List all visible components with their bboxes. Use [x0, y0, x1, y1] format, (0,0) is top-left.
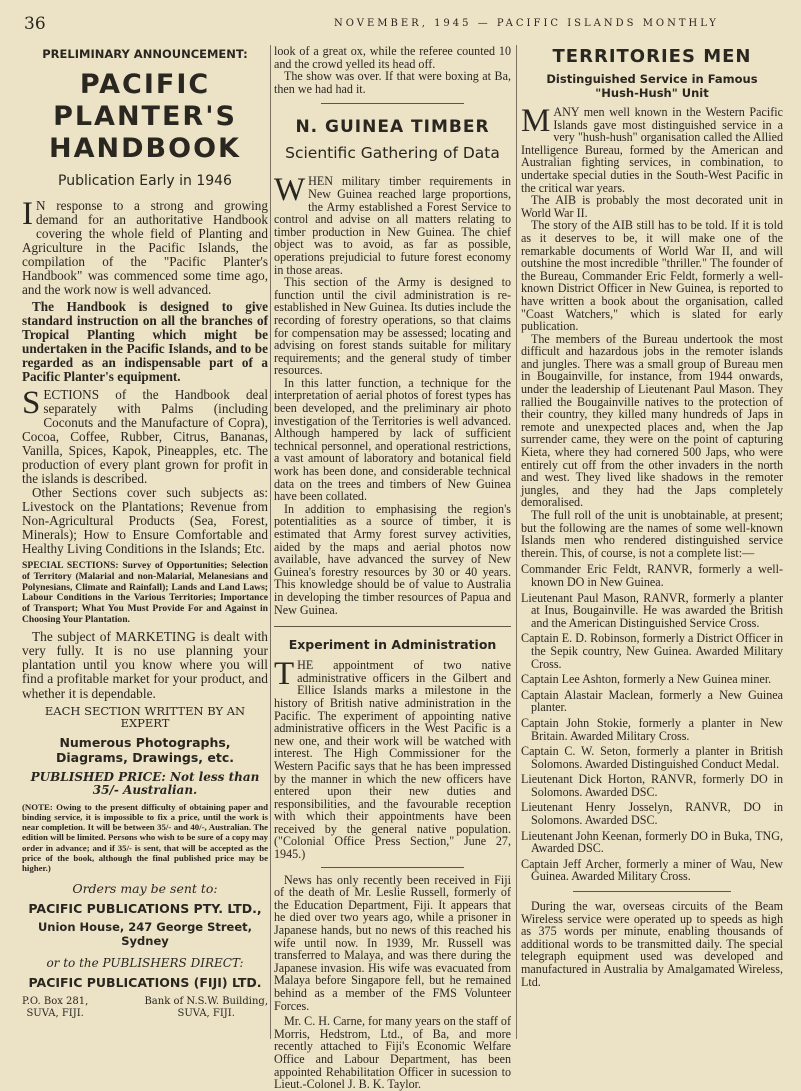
handbook-price-note: (NOTE: Owing to the present difficulty of obtaining paper and binding service, it is impossible to fix a price, until the work is near completion. It will be between 35/- and 40/-, Australian. The edition will be limited. Persons who wish to be sure of a copy may order in advance; and if 35/- is sent, that will be accepted as the price of the book, although the final published price may be higher.) [22, 801, 268, 874]
announcement-kicker: PRELIMINARY ANNOUNCEMENT: [42, 47, 248, 61]
territories-p3: The story of the AIB still has to be told. If it is told as it deserves to be, it will make one of the remarkable documents of World War II, and will outshine the most incredible "thriller." The founder of the Bureau, Commander Eric Feldt, formerly a well-known District Officer in New Guinea, is reported to have written a book about the organisation, called "Coast Watchers," which is slated for early publication. [521, 218, 783, 334]
list-item: Captain Jeff Archer, formerly a miner of Wau, New Guinea. Awarded Military Cross. [521, 856, 783, 884]
carne-item: Mr. C. H. Carne, for many years on the staff of Morris, Hedstrom, Ltd., of Ba, and more recently attached to Fiji's Economic Welfare Office and Labour Department, has been appointed Rehabilitation Officer in sucession to Lieut.-Colonel J. B. K. Taylor. [274, 1014, 511, 1091]
publisher-fiji-address: P.O. Box 281, SUVA, FIJI. Bank of N.S.W. Building, SUVA, FIJI. [22, 996, 268, 1020]
timber-p3: In this latter function, a technique for the interpretation of aerial photos of forest types has been developed, and the preliminary air photo investigation of the Territories is well advanced. Although hampered by lack of sufficient technical personnel, and operational restrictions, a vast amount of laboratory and botanical field work has been done, and considerable technical data on the trees and timbers of New Guinea have been collated. [274, 375, 511, 504]
list-item: Captain C. W. Seton, formerly a planter in British Solomons. Awarded Distinguished Conduct Medal. [521, 744, 783, 771]
boxing-ending: The show was over. If that were boxing at Ba, then we had had it. [274, 69, 511, 96]
timber-p1: WHEN military timber requirements in New Guinea reached large proportions, the Army established a Forest Service to control and advise on all matters relating to timber production in New Guinea. The chief object was to avoid, as far as possible, operations prejudicial to future forest economy in those areas. [274, 172, 511, 277]
territories-p5: The full roll of the unit is unobtainable, at present; but the following are the names of some well-known Islands men who rendered distinguished service therein. This, of course, is not a complete list:— [521, 508, 783, 560]
column-rule-1 [270, 45, 271, 1039]
handbook-special-sections: SPECIAL SECTIONS: Survey of Opportunities; Selection of Territory (Malarial and non-Malarial, Melanesians and Polynesians, Climate and Rainfall); Lands and Land Laws; Labour Conditions in the Various Territories; Importance of Transport; What You Must Provide For and Against in Choosing Your Plantation. [22, 560, 268, 625]
handbook-other-sections: Other Sections cover such subjects as: Livestock on the Plantations; Revenue from Non-Agricultural Products (Sea, Forest, Minerals); How to Ensure Comfortable and Healthy Living Conditions in the Islands; Etc. [22, 485, 268, 556]
russell-item: News has only recently been received in Fiji of the death of Mr. Leslie Russell, formerly of the Education Department, Fiji. It appears that he died over two years ago, while a prisoner in Japanese hands, but no news of this reached his wife until now. In 1939, Mr. Russell was transferred to Malaya, and was there during the Japanese invasion. His wife was evacuated from Malaya before Singapore fell, but he remained behind as a member of the FMS Volunteer Forces. [274, 872, 511, 1013]
list-item: Commander Eric Feldt, RANVR, formerly a well-known DO in New Guinea. [521, 562, 783, 589]
territories-p4: The members of the Bureau undertook the most difficult and hazardous jobs in the remoter islands and jungles. There was a small group of Bureau men in Bougainville, for instance, from 1944 onwards, under the leadership of Lieutenant Paul Mason. They rallied the Bougainville natives to the protection of their country, they killed many hundreds of Japs in remote and unexpected places and, when the Jap surrender came, they were on the point of capturing Kieta, where they had cornered 500 Japs, who were entirely cut off from the other invaders in the north and west. They lived like shadows in the remoter jungles, and they had the Japs completely demoralised. [521, 331, 783, 510]
column-rule-2 [516, 45, 517, 1039]
experiment-headline: Experiment in Administration [288, 637, 497, 653]
running-header [24, 14, 781, 36]
timber-p2: This section of the Army is designed to function until the civil administration is re-established in New Guinea. Its duties include the recording of forestry operations, so that claims for compensation may be assessed; locating and advising on forest stands suitable for military requirements; and the general study of timber resources. [274, 275, 511, 378]
handbook-price: PUBLISHED PRICE: Not less than 35/- Australian. [30, 769, 260, 798]
divider [274, 626, 511, 627]
handbook-subtitle: Publication Early in 1946 [58, 173, 232, 189]
beam-wireless-item: During the war, overseas circuits of the Beam Wireless service were operated up to speeds as high as 375 words per minute, enabling thousands of additional words to be transmitted daily. The special telegraph equipment used was developed and manufactured in Australia by Amalgamated Wireless, Ltd. [521, 899, 783, 989]
territories-subheadline-1: Distinguished Service in Famous [546, 72, 758, 86]
divider [573, 891, 730, 892]
territories-p1: MANY men well known in the Western Pacific Islands gave most distinguished service in a very "hush-hush" organisation called the Allied Intelligence Bureau, formed by the American and Australian fighting services, in combination, to undertake special duties in the South-West Pacific in the critical war years. [521, 103, 783, 195]
timber-subheadline: Scientific Gathering of Data [285, 144, 500, 163]
middle-column [274, 44, 511, 1091]
page-number: 36 [24, 14, 46, 34]
handbook-photos: Numerous Photographs, Diagrams, Drawings, etc. [55, 734, 234, 765]
handbook-intro: I N response to a strong and growing demand for an authoritative Handbook covering the whole field of Planting and Agriculture in the Pacific Islands, the compilation of the "Pacific Planter's Handbook" was commenced some time ago, and the work now is well advanced. [22, 196, 268, 297]
territories-subheadline-2: "Hush-Hush" Unit [595, 86, 709, 100]
boxing-continuation: look of a great ox, while the referee counted 10 and the crowd yelled its head off. [274, 44, 511, 71]
divider [321, 867, 463, 868]
list-item: Lieutenant John Keenan, formerly DO in Buka, TNG, Awarded DSC. [521, 828, 783, 856]
timber-p4: In addition to emphasising the region's potentialities as a source of timber, it is estimated that Army forest survey activities, aided by the maps and aerial photos now available, have advanced the survey of New Guinea's forestry resources by 30 or 40 years. This knowledge should be of value to Australia in developing the timber resources of Papua and New Guinea. [274, 501, 511, 617]
experiment-body: THE appointment of two native administrative officers in the Gilbert and Ellice Islands marks a milestone in the history of British native administration in the Pacific. The experiment of appointing native administrative officers in the West Pacific is a new one, and their work will be watched with interest. The High Commissioner for the Western Pacific says that he has been impressed by the manner in which the new officers have entered upon their new duties and responsibilities, and the favourable reception with which their appointments have been received by the general native population. ("Colonial Office Press Section," June 27, 1945.) [274, 656, 511, 862]
handbook-design: The Handbook is designed to give standard instruction on all the branches of Tropical Planting which might be undertaken in the Pacific Islands, and to be regarded as an indispensable part of a Pacific Planter's equipment. [22, 299, 268, 384]
publisher-sydney-address: Union House, 247 George Street, Sydney [37, 920, 253, 949]
list-item: Lieutenant Paul Mason, RANVR, formerly a planter at Inus, Bougainville. He was awarded the British and the American Distinguished Service Cross. [521, 590, 783, 630]
territories-headline: TERRITORIES MEN [552, 46, 752, 67]
list-item: Captain E. D. Robinson, formerly a District Officer in the Sepik country, New Guinea. Awarded Military Cross. [521, 631, 783, 671]
timber-headline: N. GUINEA TIMBER [295, 117, 490, 138]
list-item: Lieutenant Dick Horton, RANVR, formerly DO in Solomons. Awarded DSC. [521, 772, 783, 799]
list-item: Captain John Stokie, formerly a planter in New Britain. Awarded Military Cross. [521, 715, 783, 743]
list-item: Captain Lee Ashton, formerly a New Guinea miner. [521, 672, 772, 687]
publisher-fiji: PACIFIC PUBLICATIONS (FIJI) LTD. [28, 975, 262, 991]
handbook-advertisement [22, 45, 268, 1041]
divider [321, 103, 463, 104]
decorated-men-list [521, 563, 783, 883]
handbook-sections: SECTIONS of the Handbook deal separately with Palms (including Coconuts and the Manufacture of Copra), Cocoa, Coffee, Rubber, Citrus, Bananas, Vanilla, Spices, Kapok, Pineapples, etc. The production of every plant grown for profit in the islands is described. [22, 385, 268, 486]
handbook-marketing: The subject of MARKETING is dealt with very fully. It is no use planning your plantation until you know where you will find a profitable market for your product, and whether it is dependable. [22, 628, 268, 701]
territories-p2: The AIB is probably the most decorated unit in World War II. [521, 193, 783, 220]
handbook-expert: EACH SECTION WRITTEN BY AN EXPERT [44, 703, 246, 731]
territories-men-article [521, 45, 783, 1041]
publishers-direct-line: or to the PUBLISHERS DIRECT: [46, 956, 244, 971]
list-item: Lieutenant Henry Josselyn, RANVR, DO in Solomons. Awarded DSC. [521, 800, 783, 828]
handbook-title: PACIFIC PLANTER'S HANDBOOK [49, 69, 241, 164]
orders-line: Orders may be sent to: [72, 881, 218, 897]
publisher-sydney: PACIFIC PUBLICATIONS PTY. LTD., [28, 901, 262, 917]
list-item: Captain Alastair Maclean, formerly a New Guinea planter. [521, 687, 783, 715]
masthead: NOVEMBER, 1945 — PACIFIC ISLANDS MONTHLY [334, 18, 719, 29]
